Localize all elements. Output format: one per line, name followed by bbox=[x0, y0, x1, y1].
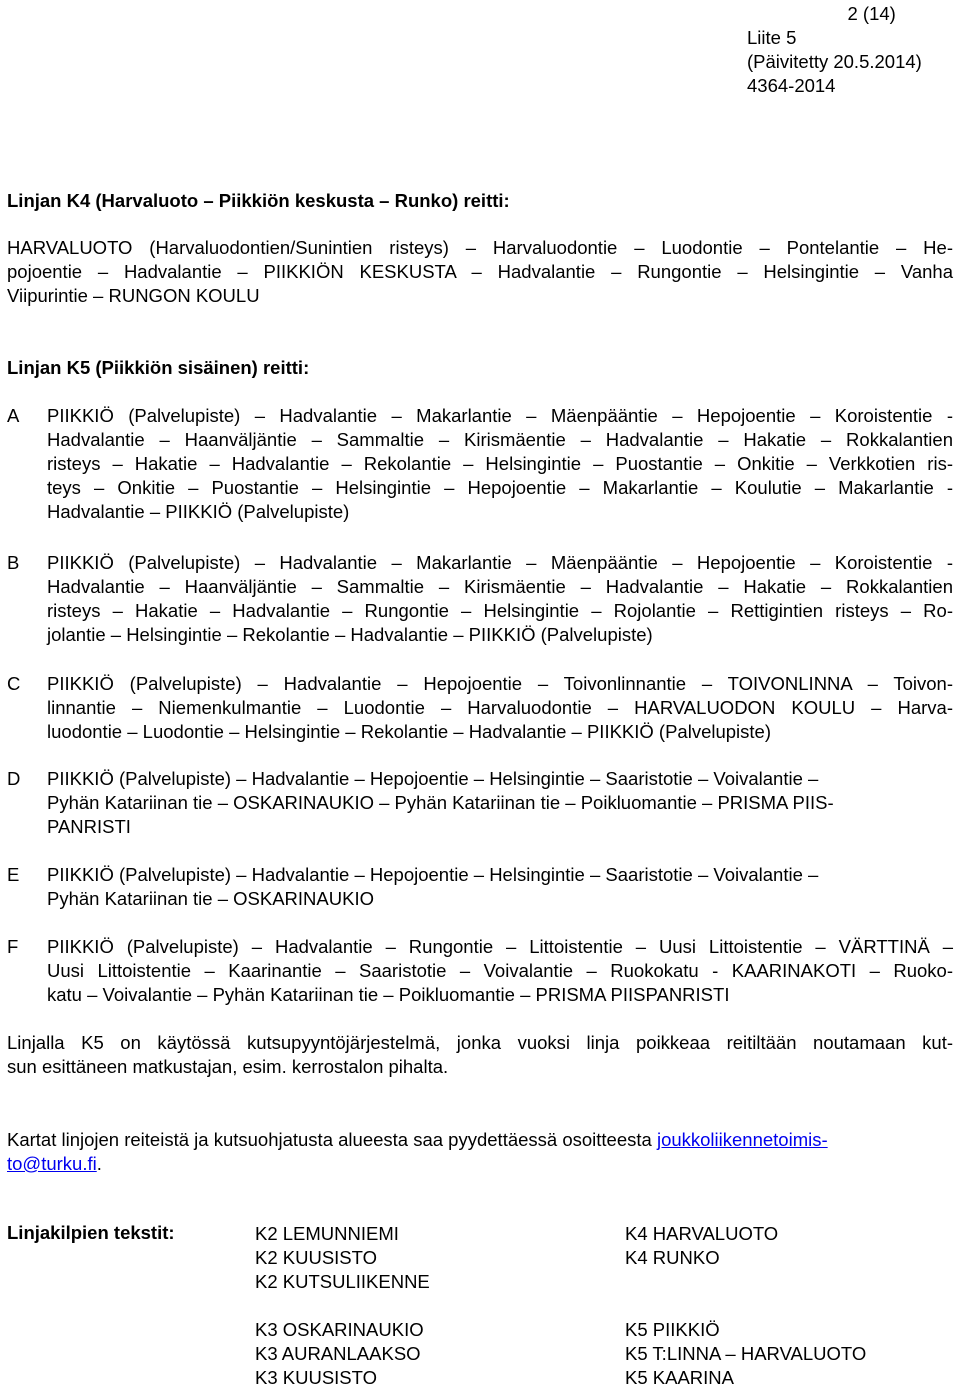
route-line: PIIKKIÖ (Palvelupiste) – Hadvalantie – Makarlantie – Mäenpääntie – Hepojoentie – Koroistentie - bbox=[47, 552, 953, 573]
email-link[interactable]: joukkoliikennetoimis- bbox=[656, 1129, 828, 1150]
k5-route-c bbox=[7, 672, 953, 744]
signs-col1-group1 bbox=[255, 1222, 430, 1294]
sign-text: K2 LEMUNNIEMI bbox=[255, 1223, 399, 1244]
sign-text: K5 T:LINNA – HARVALUOTO bbox=[625, 1343, 867, 1364]
signs-col2-group1 bbox=[625, 1222, 778, 1270]
route-letter: F bbox=[7, 936, 19, 957]
signs-col2-group2 bbox=[625, 1318, 866, 1390]
k5-note bbox=[7, 1031, 953, 1079]
route-line: Hadvalantie – Haanväljäntie – Sammaltie – Kirismäentie – Hadvalantie – Hakatie – Rokkalantien bbox=[47, 576, 953, 597]
route-letter: B bbox=[7, 552, 20, 573]
k4-route-text bbox=[7, 236, 953, 308]
route-text bbox=[47, 863, 953, 911]
route-line: PIIKKIÖ (Palvelupiste) – Hadvalantie – Makarlantie – Mäenpääntie – Hepojoentie – Koroistentie - bbox=[47, 405, 953, 426]
page-header bbox=[747, 2, 922, 98]
route-line: PIIKKIÖ (Palvelupiste) – Hadvalantie – Hepojoentie – Helsingintie – Saaristotie – Voivalantie – bbox=[47, 864, 819, 885]
note-line: sun esittäneen matkustajan, esim. kerrostalon pihalta. bbox=[7, 1056, 449, 1077]
route-line: risteys – Hakatie – Hadvalantie – Rekolantie – Helsingintie – Puostantie – Onkitie – Verkkotien ris- bbox=[47, 453, 953, 474]
document-id: 4364-2014 bbox=[747, 75, 836, 96]
k5-route-a bbox=[7, 404, 953, 524]
route-letter: D bbox=[7, 768, 21, 789]
route-line: Pyhän Katariinan tie – OSKARINAUKIO – Pyhän Katariinan tie – Poikluomantie – PRISMA PIIS- bbox=[47, 792, 834, 813]
attachment-label: Liite 5 bbox=[747, 27, 797, 48]
k4-route-line: HARVALUOTO (Harvaluodontien/Sunintien risteys) – Harvaluodontie – Luodontie – Pontelantie – He- bbox=[7, 237, 953, 258]
signs-label: Linjakilpien tekstit: bbox=[7, 1222, 175, 1243]
sign-text: K5 KAARINA bbox=[625, 1367, 734, 1388]
route-text bbox=[47, 551, 953, 647]
route-line: Hadvalantie – Haanväljäntie – Sammaltie – Kirismäentie – Hadvalantie – Hakatie – Rokkalantien bbox=[47, 429, 953, 450]
route-text bbox=[47, 767, 953, 839]
route-line: PIIKKIÖ (Palvelupiste) – Hadvalantie – Hepojoentie – Helsingintie – Saaristotie – Voivalantie – bbox=[47, 768, 819, 789]
route-letter: A bbox=[7, 405, 20, 426]
route-line: PANRISTI bbox=[47, 816, 131, 837]
maps-info-line bbox=[7, 1128, 953, 1152]
route-line: risteys – Hakatie – Hadvalantie – Rungontie – Helsingintie – Rojolantie – Rettigintien risteys – Ro- bbox=[47, 600, 953, 621]
k5-route-e bbox=[7, 863, 953, 911]
route-line: Pyhän Katariinan tie – OSKARINAUKIO bbox=[47, 888, 374, 909]
route-letter: E bbox=[7, 864, 20, 885]
k4-heading: Linjan K4 (Harvaluoto – Piikkiön keskusta – Runko) reitti: bbox=[7, 190, 510, 211]
route-text bbox=[47, 935, 953, 1007]
sign-text: K2 KUUSISTO bbox=[255, 1247, 378, 1268]
sign-text: K5 PIIKKIÖ bbox=[625, 1319, 720, 1340]
page-number: 2 (14) bbox=[847, 3, 896, 24]
sign-text: K3 OSKARINAUKIO bbox=[255, 1319, 424, 1340]
maps-info bbox=[7, 1128, 953, 1176]
k5-route-f bbox=[7, 935, 953, 1007]
route-line: katu – Voivalantie – Pyhän Katariinan tie – Poikluomantie – PRISMA PIISPANRISTI bbox=[47, 984, 730, 1005]
email-link-continued[interactable]: to@turku.fi bbox=[7, 1153, 97, 1174]
updated-date: (Päivitetty 20.5.2014) bbox=[747, 51, 922, 72]
route-line: Uusi Littoistentie – Kaarinantie – Saaristotie – Voivalantie – Ruokokatu - KAARINAKOTI – Ruoko- bbox=[47, 960, 953, 981]
route-text bbox=[47, 672, 953, 744]
maps-info-line bbox=[7, 1152, 953, 1176]
sign-text: K4 RUNKO bbox=[625, 1247, 720, 1268]
k4-route-line: pojoentie – Hadvalantie – PIIKKIÖN KESKUSTA – Hadvalantie – Rungontie – Helsingintie – Vanha bbox=[7, 261, 953, 282]
signs-col1-group2 bbox=[255, 1318, 424, 1390]
k5-heading: Linjan K5 (Piikkiön sisäinen) reitti: bbox=[7, 357, 310, 378]
k4-route-line: Viipurintie – RUNGON KOULU bbox=[7, 285, 260, 306]
route-text bbox=[47, 404, 953, 524]
k5-route-d bbox=[7, 767, 953, 839]
route-line: jolantie – Helsingintie – Rekolantie – Hadvalantie – PIIKKIÖ (Palvelupiste) bbox=[47, 624, 653, 645]
route-line: PIIKKIÖ (Palvelupiste) – Hadvalantie – Hepojoentie – Toivonlinnantie – TOIVONLINNA – Toivon- bbox=[47, 673, 953, 694]
sign-text: K2 KUTSULIIKENNE bbox=[255, 1271, 430, 1292]
route-line: PIIKKIÖ (Palvelupiste) – Hadvalantie – Rungontie – Littoistentie – Uusi Littoistentie – VÄRTTINÄ – bbox=[47, 936, 953, 957]
sign-text: K4 HARVALUOTO bbox=[625, 1223, 779, 1244]
maps-info-text: Kartat linjojen reiteistä ja kutsuohjatusta alueesta saa pyydettäessä osoitteesta bbox=[7, 1129, 657, 1150]
k5-route-b bbox=[7, 551, 953, 647]
route-line: luodontie – Luodontie – Helsingintie – Rekolantie – Hadvalantie – PIIKKIÖ (Palvelupiste) bbox=[47, 721, 772, 742]
route-line: Hadvalantie – PIIKKIÖ (Palvelupiste) bbox=[47, 501, 350, 522]
note-line: Linjalla K5 on käytössä kutsupyyntöjärjestelmä, jonka vuoksi linja poikkeaa reitiltään noutamaan kut- bbox=[7, 1032, 953, 1053]
maps-info-suffix: . bbox=[96, 1153, 102, 1174]
route-letter: C bbox=[7, 673, 21, 694]
route-line: teys – Onkitie – Puostantie – Helsingintie – Hepojoentie – Makarlantie – Koulutie – Makarlantie - bbox=[47, 477, 953, 498]
route-line: linnantie – Niemenkulmantie – Luodontie – Harvaluodontie – HARVALUODON KOULU – Harva- bbox=[47, 697, 953, 718]
sign-text: K3 AURANLAAKSO bbox=[255, 1343, 421, 1364]
sign-text: K3 KUUSISTO bbox=[255, 1367, 378, 1388]
